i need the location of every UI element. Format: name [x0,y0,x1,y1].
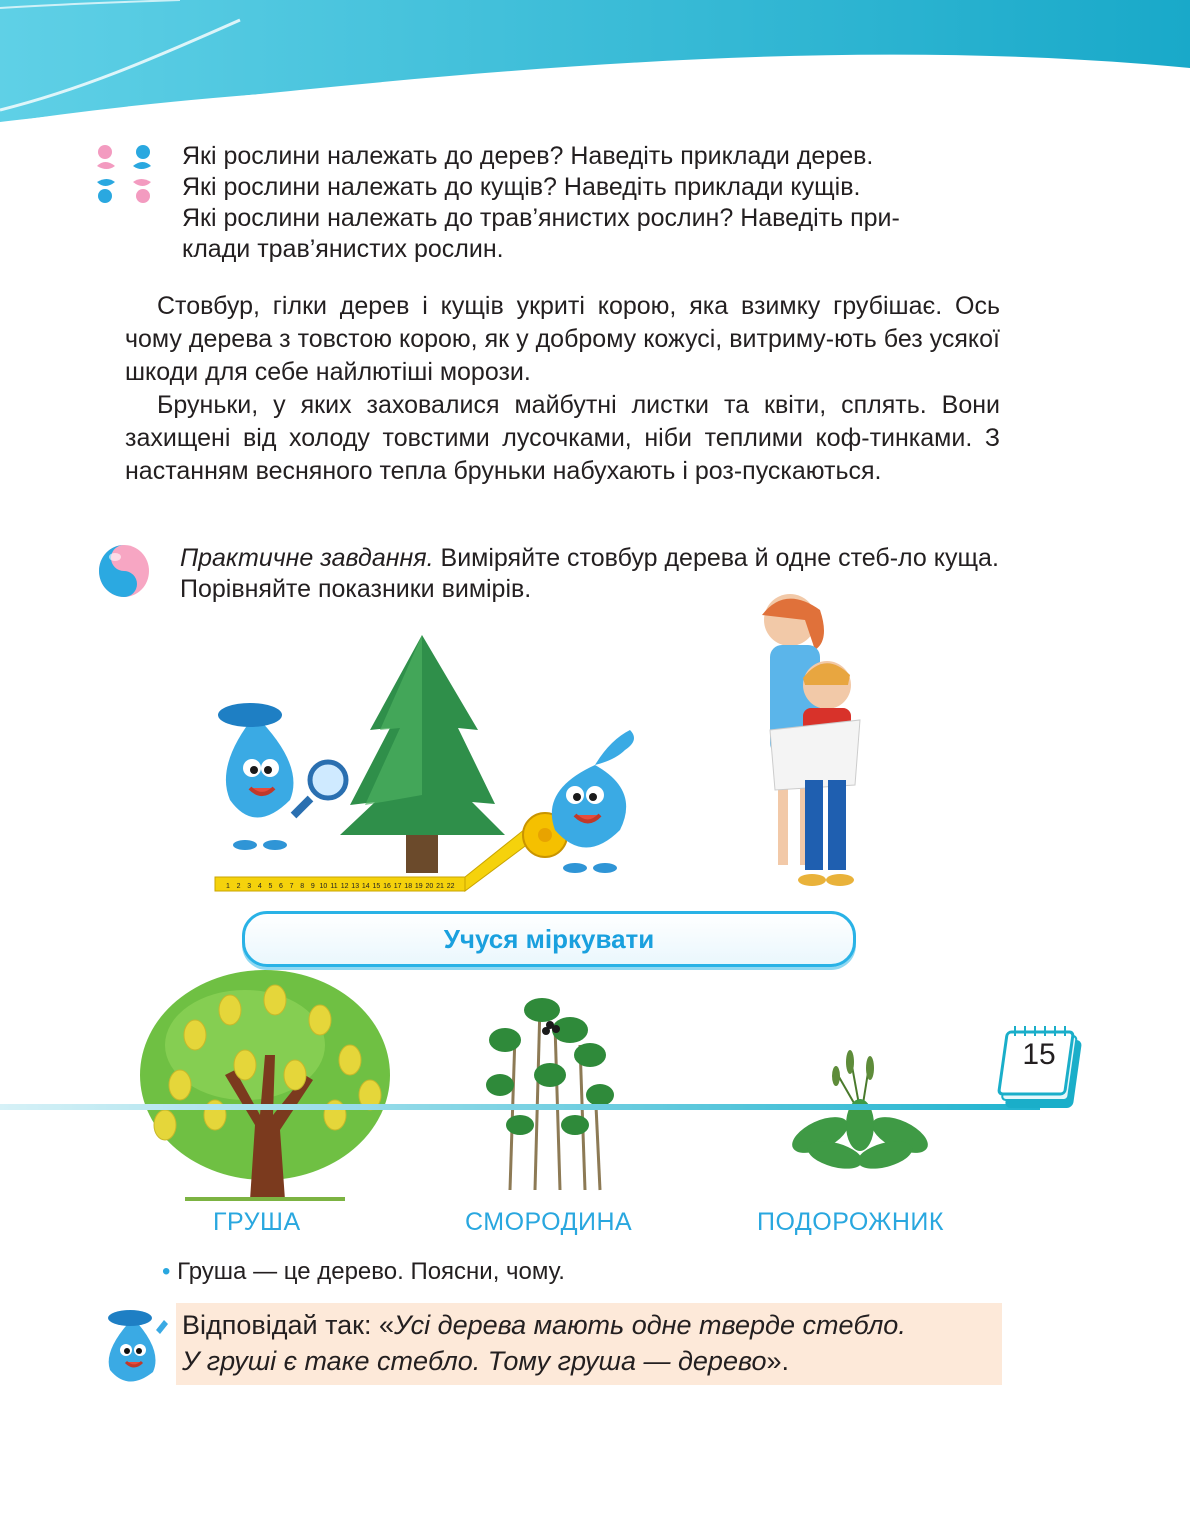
tape-number: 20 [425,883,434,890]
question-1: Які рослини належать до дерев? Наведіть приклади дерев. [182,142,874,170]
learn-to-reason-banner [242,911,856,967]
paragraph-bark: Стовбур, гілки дерев і кущів укриті корою, яка взимку грубішає. Ось чому дерева з товстою корою, як у доброму кожусі, витриму-ють без усякої шкоди для себе найлютіші морози. [125,292,1000,386]
tape-number: 19 [414,883,423,890]
tape-number: 3 [247,883,252,890]
drop-character-icon [98,1300,176,1390]
tape-number: 15 [372,883,381,890]
tape-number: 17 [393,883,402,890]
tape-number: 6 [279,883,283,890]
question-4: клади трав’янистих рослин. [182,235,504,263]
tape-number: 21 [436,883,444,890]
tape-number: 2 [236,883,241,890]
page-number: 15 [1022,1038,1056,1071]
group-work-icon [93,142,155,206]
answer-line-2 [182,1343,789,1379]
question-2: Які рослини належать до кущів? Наведіть приклади кущів. [182,173,861,201]
body-text [125,290,1000,488]
tape-number: 14 [361,883,370,890]
tape-number: 13 [351,883,360,890]
question-3: Які рослини належать до трав’янистих рослин? Наведіть при- [182,204,900,232]
measuring-illustration [200,590,880,900]
tape-number: 9 [310,883,315,890]
tape-number: 11 [330,883,338,890]
practical-text: Виміряйте стовбур дерева й одне стеб-ло куща. Порівняйте показники вимірів. [180,544,999,603]
answer-line-1 [182,1307,906,1343]
header-wave [0,0,1190,130]
tape-number: 18 [404,883,413,890]
tape-number: 7 [289,883,294,890]
tape-number: 8 [300,883,305,890]
banner-title: Учуся міркувати [443,924,655,954]
tape-numbers [226,883,455,890]
currant-bush-image [480,995,620,1195]
answer-box [176,1303,1002,1385]
bullet-dot: • [162,1258,171,1285]
drop-character-right [552,730,634,873]
bullet-text: Груша — це дерево. Поясни, чому. [177,1258,565,1285]
answer-suffix: ». [766,1346,790,1376]
fir-tree-image [340,635,505,873]
paragraph-buds: Бруньки, у яких заховалися майбутні листки та квіти, сплять. Вони захищені від холоду товстими лусочками, ніби теплими коф-тинками. З настанням весняного тепла бруньки набухають і роз-пускаються. [125,391,1000,485]
practical-label: Практичне завдання. [180,544,434,572]
label-currant: СМОРОДИНА [465,1208,633,1236]
children-image [762,594,860,886]
answer-line2-italic: У груші є таке стебло. Тому груша — дерево [182,1346,767,1376]
label-plantain: ПОДОРОЖНИК [757,1208,944,1236]
label-pear: ГРУША [213,1208,301,1236]
tape-number: 22 [446,883,455,890]
pear-tree-image [135,965,395,1205]
tape-number: 5 [268,883,273,890]
bullet-item [162,1258,565,1286]
tape-number: 10 [319,883,328,890]
tape-number: 1 [226,883,230,890]
answer-prefix: Відповідай так: « [182,1310,395,1340]
drop-character-left [218,703,346,850]
tape-number: 16 [383,883,391,890]
tape-number: 4 [257,883,262,890]
tape-number: 12 [340,883,349,890]
answer-line1-italic: Усі дерева мають одне тверде стебло. [394,1310,906,1340]
practical-task-icon [97,543,151,599]
